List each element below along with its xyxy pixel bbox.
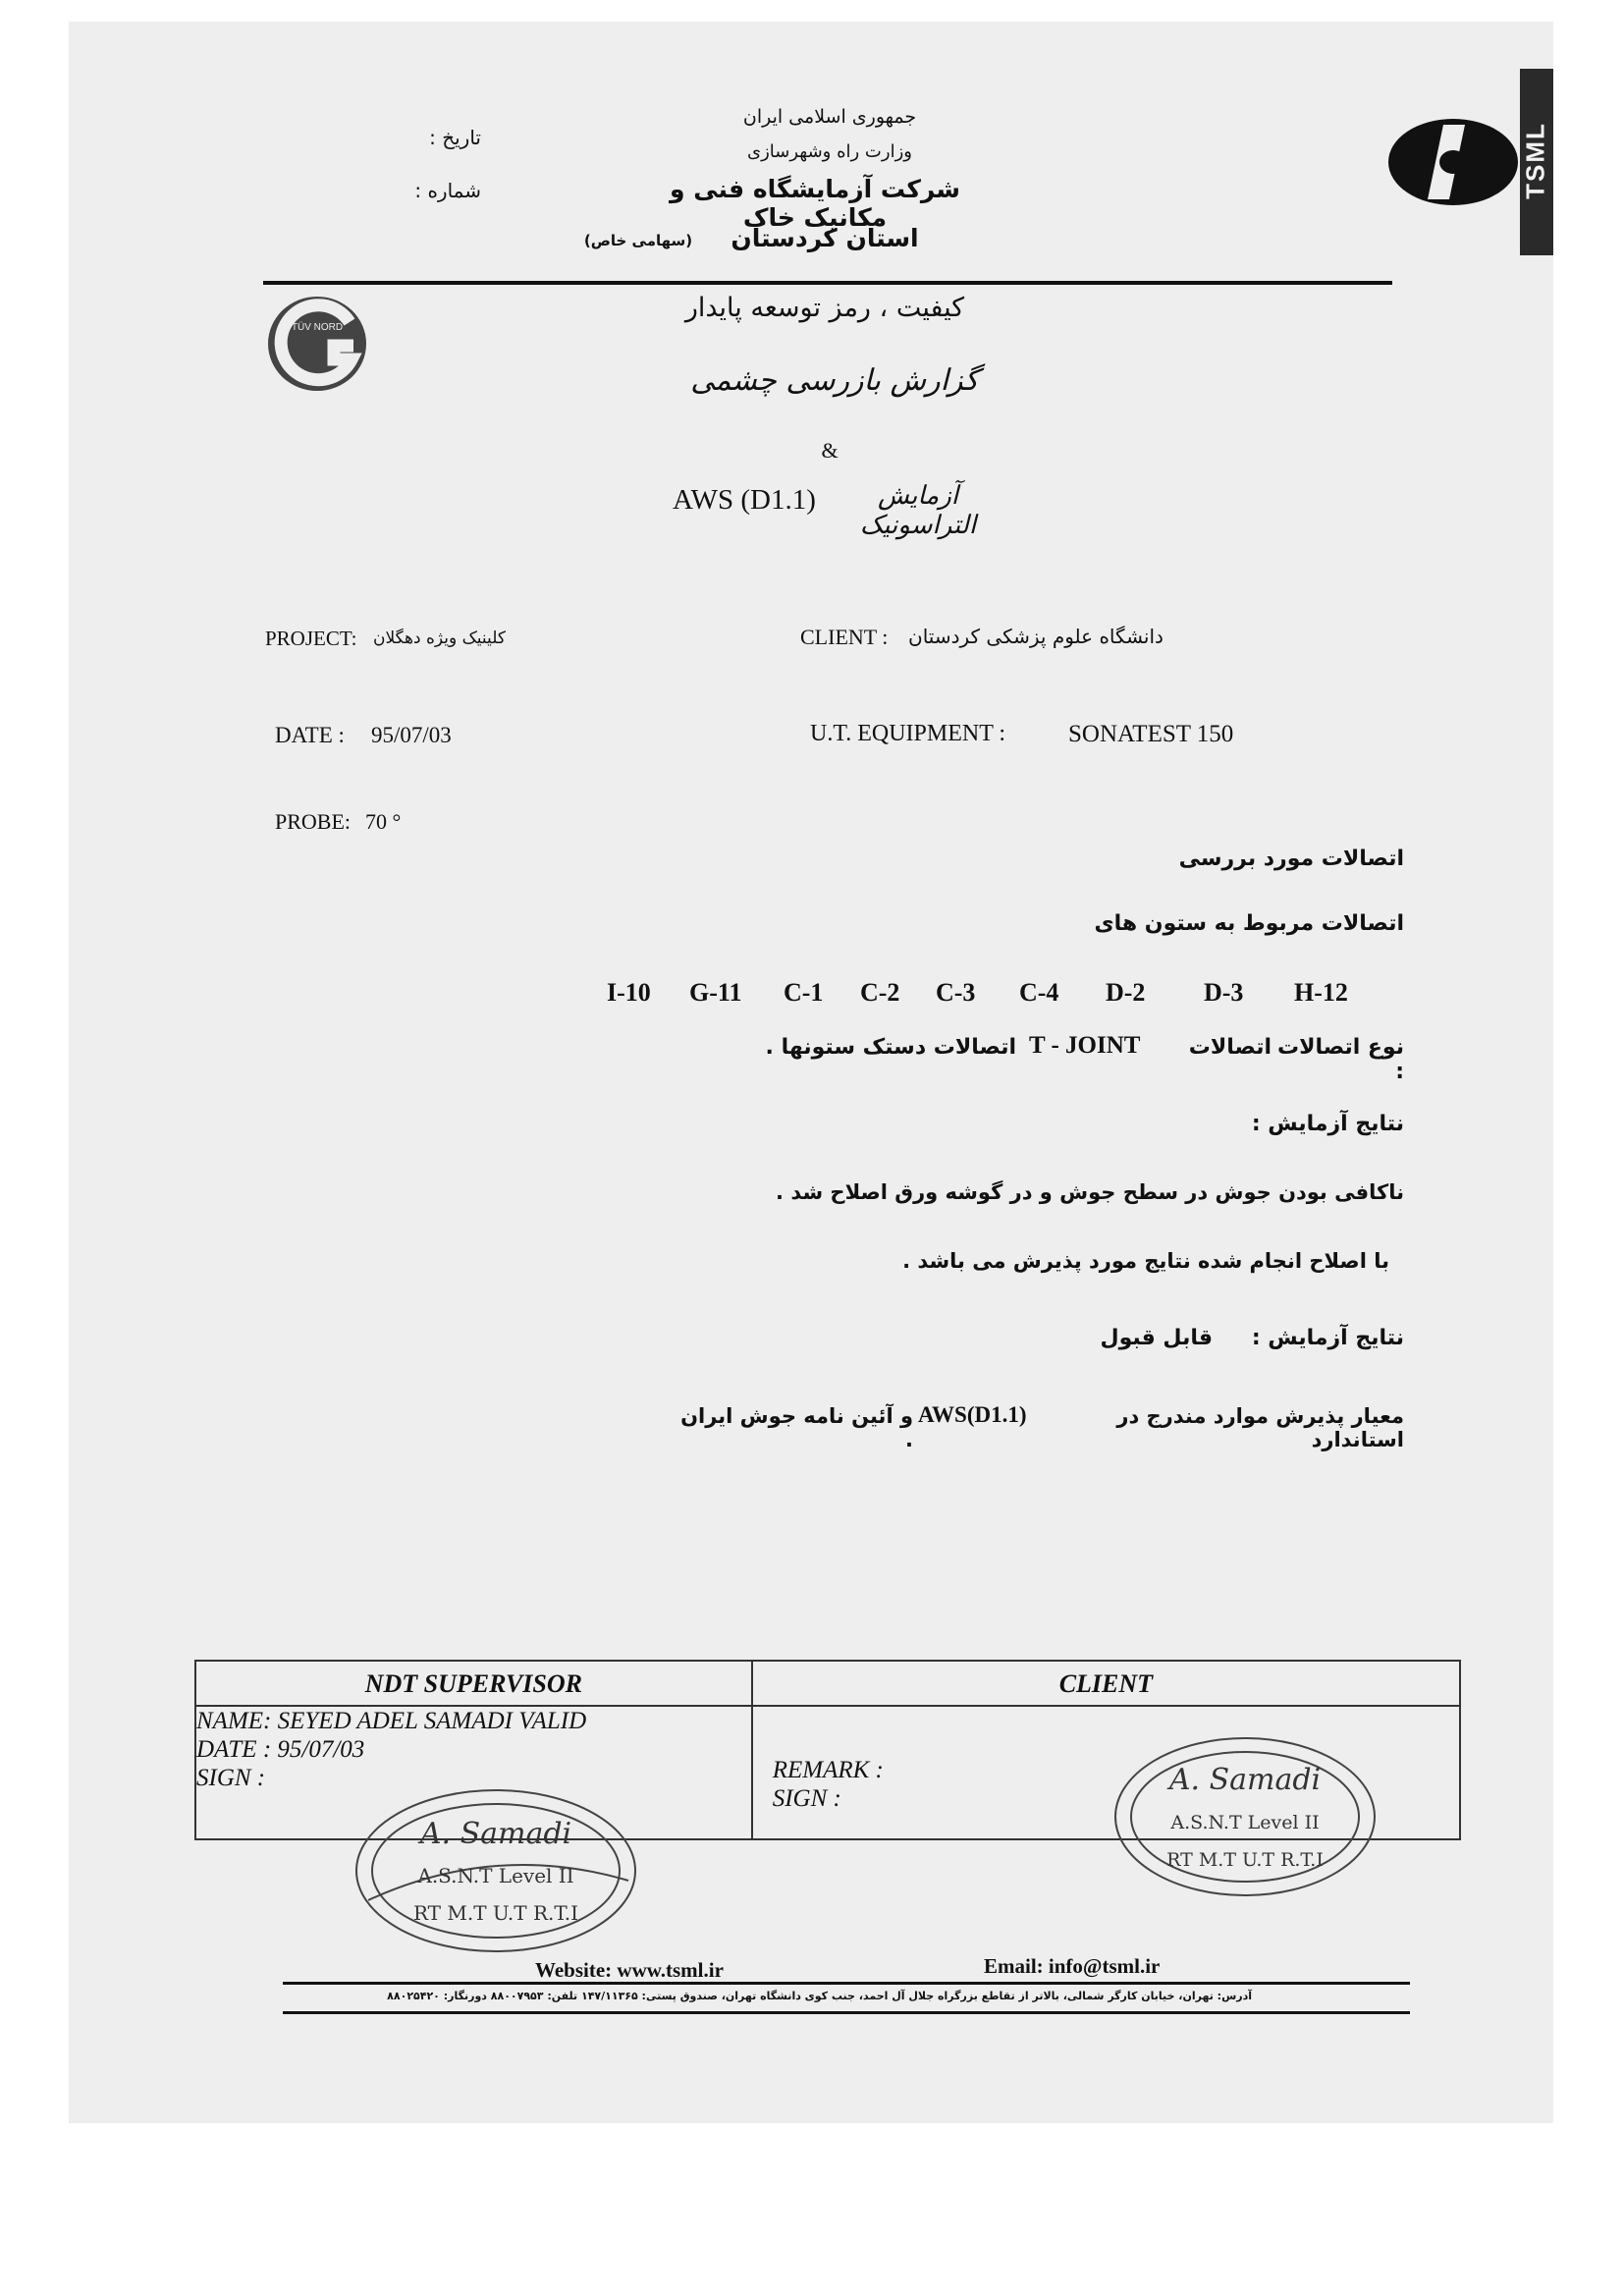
joint-type-value: T - JOINT — [1029, 1032, 1141, 1059]
footer-rule-bottom — [283, 2011, 1410, 2014]
ndt-supervisor-heading — [195, 1661, 752, 1706]
finding-1: ناکافی بودن جوش در سطح جوش و در گوشه ورق اصلاح شد . — [776, 1180, 1404, 1204]
criteria-text: معیار پذیرش موارد مندرج در استاندارد — [1116, 1404, 1404, 1451]
inspector-stamp-left — [349, 1782, 643, 1959]
website-label: Website: — [535, 1958, 613, 1982]
supervisor-sign-label: SIGN : — [196, 1765, 266, 1791]
probe-value: 70 ° — [365, 809, 402, 834]
tsml-brand-strip — [1520, 69, 1553, 255]
date-field-label: تاریخ : — [429, 126, 481, 149]
client-sign-label: SIGN : — [772, 1785, 841, 1812]
name-value: SEYED ADEL SAMADI VALID — [277, 1708, 587, 1734]
column-id: C-4 — [1019, 978, 1059, 1007]
joint-word: اتصالات — [1188, 1035, 1272, 1060]
joint-description: اتصالات دستک ستونها . — [765, 1035, 1016, 1060]
results-heading: نتایج آزمایش : — [1251, 1112, 1404, 1136]
remark-label: REMARK : — [772, 1757, 884, 1783]
badge-top-text: TÜV NORD — [291, 322, 344, 333]
motto: کیفیت ، رمز توسعه پایدار — [684, 293, 965, 323]
company-address: آدرس: تهران، خیابان کارگر شمالی، بالاتر از تقاطع بزرگراه جلال آل احمد، جنب کوی دانشگاه تهران، صندوق پستی: ۱۴۷/۱۱۳۶۵ تلفن: ۸۸۰۰۷۹۵۳ دورنگار: ۸۸۰۲۵۴۲۰ — [387, 1990, 1252, 2002]
email-line — [984, 1954, 1160, 1979]
columns-intro: اتصالات مربوط به ستون های — [1094, 911, 1404, 936]
number-field-label: شماره : — [414, 179, 481, 202]
finding-2: با اصلاح انجام شده نتایج مورد پذیرش می باشد . — [902, 1249, 1389, 1273]
column-id: H-12 — [1294, 978, 1348, 1007]
column-id: G-11 — [689, 978, 742, 1007]
sign-date-label: DATE : — [196, 1736, 272, 1763]
criteria-standard: AWS(D1.1) — [918, 1402, 1027, 1427]
name-label: NAME: — [196, 1708, 272, 1734]
badge-bottom-text: ISO 9001 — [296, 373, 339, 384]
client-label: CLIENT : — [800, 625, 889, 649]
date-label: DATE : — [275, 723, 345, 747]
report-title-visual-inspection: گزارش بازرسی چشمی — [690, 363, 979, 398]
client-heading-text: CLIENT — [1058, 1669, 1154, 1698]
sign-date-value: 95/07/03 — [277, 1736, 365, 1763]
province-name: استان کردستان — [731, 224, 919, 252]
project-value: کلینیک ویژه دهگلان — [373, 629, 506, 648]
company-type: (سهامی خاص) — [583, 232, 693, 249]
date-value: 95/07/03 — [371, 723, 452, 747]
website-line — [535, 1958, 724, 1983]
column-id: D-2 — [1106, 978, 1146, 1007]
client-value: دانشگاه علوم پزشکی کردستان — [908, 625, 1164, 648]
stamp-org: RT M.T U.T R.T.I — [412, 1901, 579, 1925]
ndt-supervisor-heading-text: NDT SUPERVISOR — [364, 1669, 583, 1698]
project-label: PROJECT: — [265, 627, 357, 650]
report-title-standard: AWS (D1.1) — [673, 484, 816, 516]
brand-text: TSML — [1520, 122, 1550, 199]
result-label: نتایج آزمایش : — [1251, 1326, 1404, 1350]
header-rule — [263, 281, 1392, 285]
inspected-connections-heading: اتصالات مورد بررسی — [1178, 847, 1404, 871]
ministry-text: وزارت راه وشهرسازی — [747, 141, 912, 162]
stamp-level: A.S.N.T Level II — [417, 1864, 574, 1887]
company-name: شرکت آزمایشگاه فنی و مکانیک خاک — [670, 175, 960, 232]
stamp-name: A. Samadi — [419, 1817, 572, 1851]
column-id: C-1 — [784, 978, 824, 1007]
equipment-value: SONATEST 150 — [1068, 721, 1234, 747]
footer-rule-top — [283, 1982, 1410, 1985]
email-label: Email: — [984, 1954, 1044, 1978]
email-link[interactable]: info@tsml.ir — [1048, 1954, 1161, 1978]
client-heading — [752, 1661, 1460, 1706]
republic-text: جمهوری اسلامی ایران — [742, 106, 917, 128]
result-value: قابل قبول — [1100, 1326, 1213, 1350]
report-title-ultrasonic: آزمایش التراسونیک — [859, 481, 977, 540]
equipment-label: U.T. EQUIPMENT : — [810, 721, 1006, 746]
report-title-ampersand: & — [821, 438, 839, 463]
column-id: D-3 — [1204, 978, 1244, 1007]
stamp-org: RT M.T U.T R.T.I — [1166, 1849, 1324, 1871]
inspector-stamp-right — [1108, 1730, 1382, 1903]
website-link[interactable]: www.tsml.ir — [617, 1958, 724, 1982]
probe-label: PROBE: — [275, 809, 352, 834]
column-id: I-10 — [607, 978, 651, 1007]
joint-type-label: نوع اتصالات : — [1277, 1035, 1404, 1084]
column-id: C-3 — [936, 978, 976, 1007]
company-logo — [1384, 113, 1522, 211]
stamp-level: A.S.N.T Level II — [1170, 1812, 1320, 1833]
column-id: C-2 — [860, 978, 900, 1007]
iso-cert-badge — [263, 293, 371, 395]
stamp-name: A. Samadi — [1168, 1763, 1322, 1797]
criteria-text-end: و آئین نامه جوش ایران . — [680, 1404, 913, 1451]
